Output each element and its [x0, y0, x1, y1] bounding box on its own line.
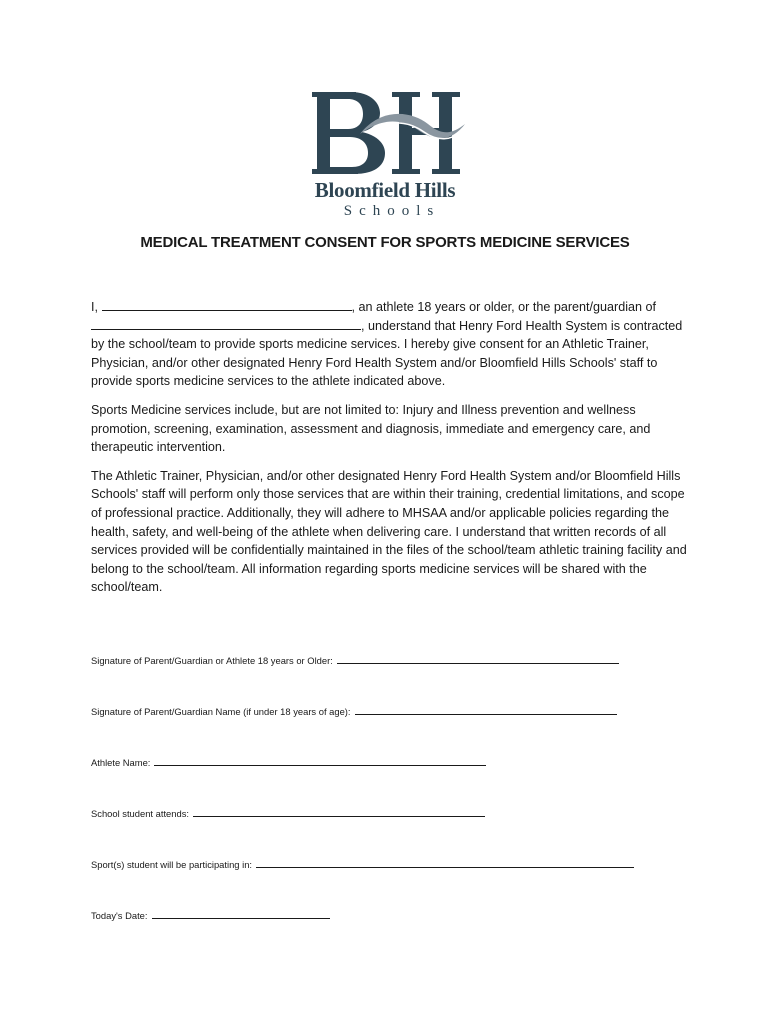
- school-input[interactable]: [193, 807, 485, 817]
- athlete-name-blank[interactable]: [91, 318, 361, 330]
- school-field: [91, 807, 485, 819]
- consent-text: [91, 298, 691, 607]
- paragraph-staff: The Athletic Trainer, Physician, and/or other designated Henry Ford Health System and/or Bloomfield Hills Schools' staff will perform only those services that are within their training, credential limitations, and scope of professional practice. Additionally, they will adhere to MHSAA and/or applicable policies regarding the health, safety, and well-being of the athlete when delivering care. I understand that written records of all services provided will be confidentially maintained in the files of the school/team athletic training facility and belong to the school/team. All information regarding sports medicine services will be shared with the school/team.: [91, 468, 687, 595]
- signature-input[interactable]: [337, 654, 619, 664]
- consent-prefix: I,: [91, 300, 98, 314]
- consenter-name-blank[interactable]: [102, 299, 352, 311]
- consent-rest-text: contracted by the school/team to provide sports medicine services. I hereby give consent for an Athletic Trainer, Physician, and/or other designated Henry Ford Health System and/or Bloomfield Hills Schools' staff to provide sports medicine services to the athlete indicated above.: [91, 318, 683, 389]
- signature-label: Signature of Parent/Guardian or Athlete 18 years or Older:: [91, 655, 333, 666]
- date-input[interactable]: [152, 909, 330, 919]
- guardian-name-field: [91, 705, 617, 717]
- logo-sub-text: Schools: [343, 203, 441, 219]
- date-field: [91, 909, 330, 921]
- logo-name-text: Bloomfield Hills: [314, 178, 456, 202]
- date-label: Today's Date:: [91, 910, 148, 921]
- bloomfield-hills-logo: [300, 88, 470, 223]
- guardian-name-input[interactable]: [355, 705, 617, 715]
- athlete-name-label: Athlete Name:: [91, 757, 151, 768]
- guardian-name-label: Signature of Parent/Guardian Name (if under 18 years of age):: [91, 706, 351, 717]
- signature-field: [91, 654, 619, 666]
- paragraph-services: Sports Medicine services include, but are not limited to: Injury and Illness prevention and wellness promotion, screening, examination, assessment and diagnosis, immediate and emergency care, and therapeutic intervention.: [91, 402, 651, 455]
- school-label: School student attends:: [91, 808, 189, 819]
- sports-input[interactable]: [256, 858, 634, 868]
- sports-field: [91, 858, 634, 870]
- consent-first-line: [91, 300, 656, 314]
- consent-after-text: , understand that Henry Ford Health System is: [361, 318, 620, 333]
- athlete-name-input[interactable]: [154, 756, 486, 766]
- athlete-name-field: [91, 756, 486, 768]
- sports-label: Sport(s) student will be participating in:: [91, 859, 253, 870]
- consent-mid-text: , an athlete 18 years or older, or the parent/guardian of: [351, 300, 657, 314]
- paragraph-consent: [91, 298, 691, 391]
- form-title: MEDICAL TREATMENT CONSENT FOR SPORTS MEDICINE SERVICES: [140, 234, 630, 251]
- bh-monogram-icon: [300, 88, 470, 178]
